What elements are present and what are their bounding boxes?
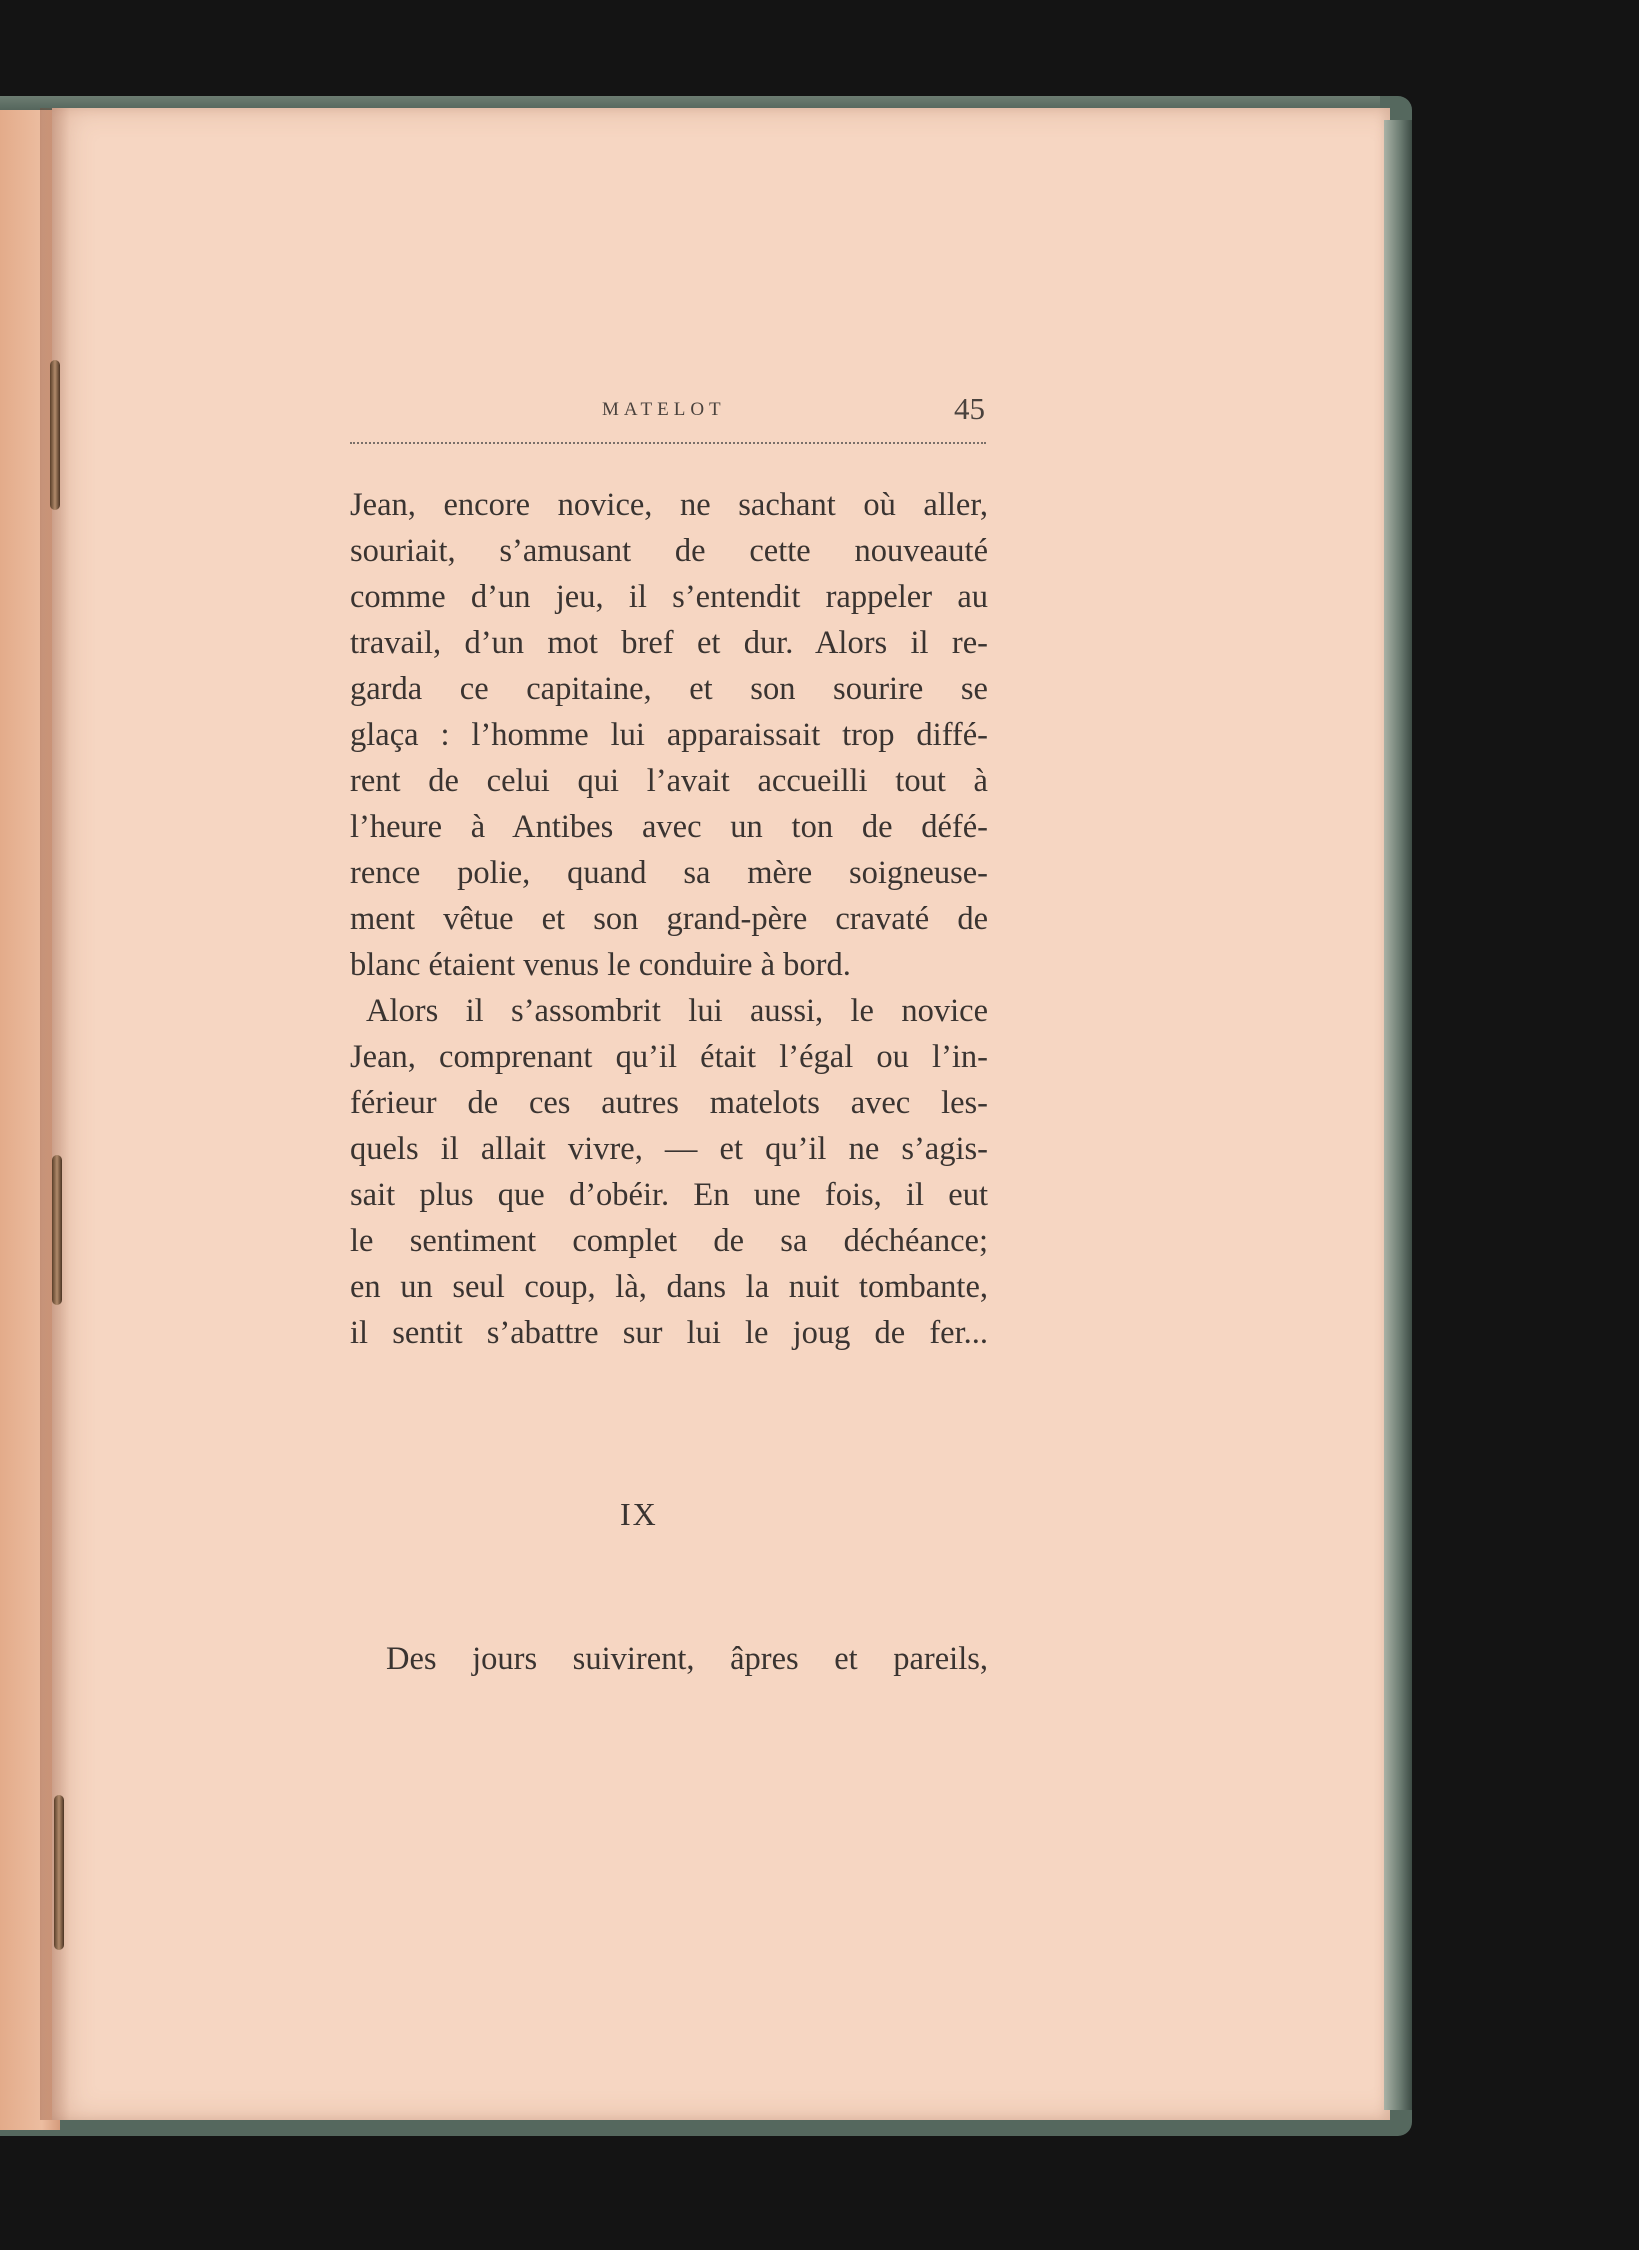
text-line: Jean, comprenant qu’il était l’égal ou l’in- bbox=[350, 1039, 988, 1075]
binding-thread bbox=[50, 360, 60, 510]
binding-thread bbox=[54, 1795, 64, 1950]
text-line: rence polie, quand sa mère soigneuse- bbox=[350, 855, 988, 891]
text-line: en un seul coup, là, dans la nuit tombante, bbox=[350, 1269, 988, 1305]
running-head bbox=[350, 393, 985, 443]
chapter-heading: IX bbox=[620, 1496, 658, 1532]
text-line: Jean, encore novice, ne sachant où aller, bbox=[350, 487, 988, 523]
text-line: il sentit s’abattre sur lui le joug de fer... bbox=[350, 1315, 988, 1351]
text-line: comme d’un jeu, il s’entendit rappeler au bbox=[350, 579, 988, 615]
text-line: souriait, s’amusant de cette nouveauté bbox=[350, 533, 988, 569]
binding-thread bbox=[52, 1155, 62, 1305]
text-line: Alors il s’assombrit lui aussi, le novice bbox=[366, 993, 988, 1029]
body-text bbox=[350, 482, 988, 1356]
paragraph bbox=[350, 482, 988, 988]
text-line: blanc étaient venus le conduire à bord. bbox=[350, 947, 851, 983]
text-line: travail, d’un mot bref et dur. Alors il re- bbox=[350, 625, 988, 661]
paragraph bbox=[350, 988, 988, 1356]
text-line: férieur de ces autres matelots avec les- bbox=[350, 1085, 988, 1121]
header-rule bbox=[350, 442, 986, 444]
cover-right-edge bbox=[1384, 120, 1412, 2110]
text-line: ment vêtue et son grand-père cravaté de bbox=[350, 901, 988, 937]
page-number: 45 bbox=[954, 391, 985, 426]
text-line: quels il allait vivre, — et qu’il ne s’agis- bbox=[350, 1131, 988, 1167]
running-title: MATELOT bbox=[602, 399, 726, 420]
text-line: garda ce capitaine, et son sourire se bbox=[350, 671, 988, 707]
text-line: glaça : l’homme lui apparaissait trop diffé- bbox=[350, 717, 988, 753]
text-line: le sentiment complet de sa déchéance; bbox=[350, 1223, 988, 1259]
text-line: l’heure à Antibes avec un ton de défé- bbox=[350, 809, 988, 845]
text-line: rent de celui qui l’avait accueilli tout à bbox=[350, 763, 988, 799]
text-line: sait plus que d’obéir. En une fois, il eut bbox=[350, 1177, 988, 1213]
chapter-first-line: Des jours suivirent, âpres et pareils, bbox=[386, 1641, 988, 1677]
